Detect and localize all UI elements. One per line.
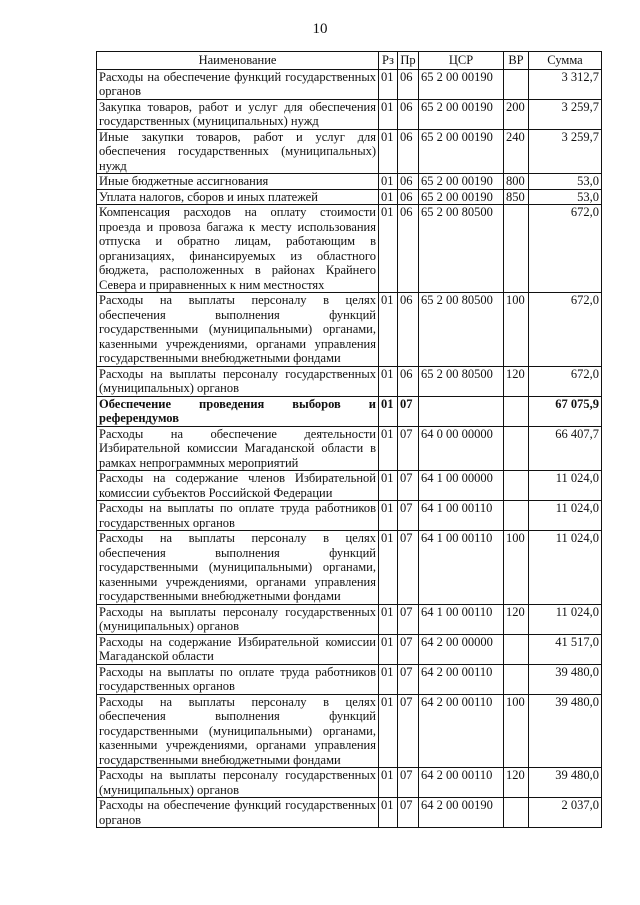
table-row [97,768,602,798]
cell-name: Расходы на содержание Избирательной комиссии Магаданской области [97,634,379,664]
cell-sum: 67 075,9 [529,396,602,426]
cell-csr: 64 2 00 00110 [419,664,504,694]
cell-rz: 01 [379,694,398,768]
cell-csr: 65 2 00 00190 [419,99,504,129]
budget-table [96,51,602,828]
cell-sum: 39 480,0 [529,768,602,798]
cell-vr [504,798,529,828]
cell-name: Компенсация расходов на оплату стоимости проезда и провоза багажа к месту использования отпуска и обратно лицам, работающим в организациях, финансируемых из областного бюджета, расположенных в районах Крайнего Севера и приравненных к ним местностях [97,205,379,293]
table-row [97,293,602,367]
cell-rz: 01 [379,396,398,426]
header-vr: ВР [504,52,529,70]
cell-csr: 65 2 00 00190 [419,189,504,205]
cell-sum: 672,0 [529,293,602,367]
cell-csr: 64 1 00 00000 [419,471,504,501]
header-row [97,52,602,70]
table-row [97,634,602,664]
cell-rz: 01 [379,471,398,501]
cell-csr: 65 2 00 00190 [419,174,504,190]
cell-pr: 07 [398,531,419,605]
cell-name: Расходы на обеспечение функций государственных органов [97,69,379,99]
cell-pr: 06 [398,189,419,205]
cell-sum: 11 024,0 [529,501,602,531]
cell-sum: 53,0 [529,174,602,190]
cell-vr [504,205,529,293]
cell-sum: 2 037,0 [529,798,602,828]
cell-pr: 07 [398,604,419,634]
cell-rz: 01 [379,798,398,828]
cell-pr: 07 [398,798,419,828]
table-header [97,52,602,70]
cell-name: Расходы на выплаты персоналу в целях обеспечения выполнения функций государственными (муниципальными) органами, казенными учреждениями, органами управления государственными внебюджетными фондами [97,531,379,605]
cell-pr: 06 [398,69,419,99]
cell-pr: 06 [398,205,419,293]
cell-vr: 100 [504,531,529,605]
cell-name: Расходы на выплаты персоналу в целях обеспечения выполнения функций государственными (муниципальными) органами, казенными учреждениями, органами управления государственными внебюджетными фондами [97,694,379,768]
cell-pr: 06 [398,366,419,396]
table-row [97,129,602,174]
cell-rz: 01 [379,129,398,174]
cell-pr: 06 [398,129,419,174]
cell-rz: 01 [379,366,398,396]
cell-vr: 240 [504,129,529,174]
cell-csr: 64 1 00 00110 [419,501,504,531]
cell-rz: 01 [379,604,398,634]
cell-sum: 41 517,0 [529,634,602,664]
cell-name: Расходы на обеспечение функций государственных органов [97,798,379,828]
cell-name: Расходы на выплаты персоналу в целях обеспечения выполнения функций государственными (муниципальными) органами, казенными учреждениями, органами управления государственными внебюджетными фондами [97,293,379,367]
table-row [97,471,602,501]
cell-name: Закупка товаров, работ и услуг для обеспечения государственных (муниципальных) нужд [97,99,379,129]
cell-sum: 11 024,0 [529,471,602,501]
cell-csr: 65 2 00 80500 [419,366,504,396]
cell-name: Расходы на выплаты по оплате труда работников государственных органов [97,664,379,694]
header-rz: Рз [379,52,398,70]
cell-vr: 100 [504,293,529,367]
cell-vr: 200 [504,99,529,129]
cell-csr: 65 2 00 80500 [419,293,504,367]
table-row [97,366,602,396]
table-row [97,205,602,293]
header-pr: Пр [398,52,419,70]
table-row [97,531,602,605]
cell-rz: 01 [379,634,398,664]
cell-name: Иные бюджетные ассигнования [97,174,379,190]
cell-pr: 07 [398,396,419,426]
cell-name: Расходы на выплаты по оплате труда работников государственных органов [97,501,379,531]
cell-rz: 01 [379,501,398,531]
cell-rz: 01 [379,189,398,205]
table-row [97,189,602,205]
cell-vr [504,471,529,501]
cell-csr: 64 2 00 00110 [419,694,504,768]
cell-name: Расходы на выплаты персоналу государственных (муниципальных) органов [97,366,379,396]
cell-sum: 39 480,0 [529,694,602,768]
cell-pr: 07 [398,768,419,798]
cell-pr: 07 [398,426,419,471]
cell-vr [504,634,529,664]
cell-vr: 120 [504,604,529,634]
cell-csr: 65 2 00 00190 [419,69,504,99]
cell-pr: 07 [398,634,419,664]
cell-name: Обеспечение проведения выборов и референдумов [97,396,379,426]
table-row [97,426,602,471]
cell-name: Расходы на обеспечение деятельности Избирательной комиссии Магаданской области в рамках непрограммных мероприятий [97,426,379,471]
cell-pr: 06 [398,293,419,367]
cell-vr: 100 [504,694,529,768]
cell-vr [504,396,529,426]
cell-sum: 3 259,7 [529,129,602,174]
cell-rz: 01 [379,664,398,694]
cell-pr: 07 [398,664,419,694]
cell-rz: 01 [379,99,398,129]
table-row [97,798,602,828]
cell-csr [419,396,504,426]
cell-rz: 01 [379,174,398,190]
cell-vr [504,501,529,531]
cell-pr: 06 [398,99,419,129]
table-row [97,396,602,426]
cell-rz: 01 [379,293,398,367]
cell-csr: 64 1 00 00110 [419,604,504,634]
cell-sum: 39 480,0 [529,664,602,694]
cell-sum: 672,0 [529,205,602,293]
cell-vr: 850 [504,189,529,205]
cell-vr: 120 [504,768,529,798]
cell-rz: 01 [379,426,398,471]
cell-name: Иные закупки товаров, работ и услуг для обеспечения государственных (муниципальных) нужд [97,129,379,174]
cell-sum: 3 312,7 [529,69,602,99]
cell-pr: 07 [398,471,419,501]
table-row [97,99,602,129]
table-body [97,69,602,828]
page-number: 10 [312,21,328,37]
cell-vr: 800 [504,174,529,190]
cell-sum: 11 024,0 [529,604,602,634]
cell-name: Расходы на выплаты персоналу государственных (муниципальных) органов [97,604,379,634]
cell-csr: 64 2 00 00000 [419,634,504,664]
cell-csr: 64 0 00 00000 [419,426,504,471]
table-row [97,174,602,190]
cell-pr: 07 [398,501,419,531]
cell-vr [504,426,529,471]
cell-sum: 3 259,7 [529,99,602,129]
header-sum: Сумма [529,52,602,70]
cell-vr [504,69,529,99]
cell-pr: 07 [398,694,419,768]
cell-rz: 01 [379,531,398,605]
cell-sum: 66 407,7 [529,426,602,471]
cell-name: Уплата налогов, сборов и иных платежей [97,189,379,205]
cell-rz: 01 [379,205,398,293]
cell-csr: 65 2 00 00190 [419,129,504,174]
header-csr: ЦСР [419,52,504,70]
cell-name: Расходы на выплаты персоналу государственных (муниципальных) органов [97,768,379,798]
cell-pr: 06 [398,174,419,190]
table-row [97,664,602,694]
header-name: Наименование [97,52,379,70]
cell-sum: 11 024,0 [529,531,602,605]
cell-sum: 672,0 [529,366,602,396]
table-row [97,69,602,99]
table-row [97,694,602,768]
cell-csr: 65 2 00 80500 [419,205,504,293]
cell-name: Расходы на содержание членов Избирательной комиссии субъектов Российской Федерации [97,471,379,501]
cell-csr: 64 1 00 00110 [419,531,504,605]
table-row [97,604,602,634]
cell-sum: 53,0 [529,189,602,205]
cell-rz: 01 [379,768,398,798]
cell-csr: 64 2 00 00190 [419,798,504,828]
cell-vr: 120 [504,366,529,396]
table-row [97,501,602,531]
cell-csr: 64 2 00 00110 [419,768,504,798]
cell-vr [504,664,529,694]
cell-rz: 01 [379,69,398,99]
